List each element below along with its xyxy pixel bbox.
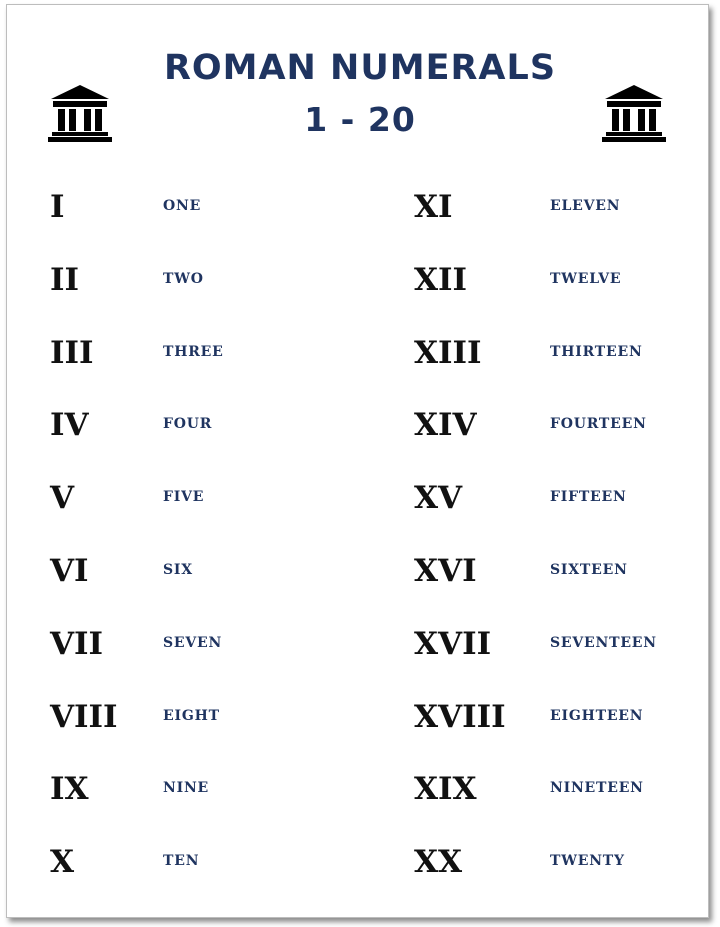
page-title: ROMAN NUMERALS: [163, 48, 557, 88]
number-word: THIRTEEN: [550, 343, 643, 360]
roman-numeral: XIV: [414, 407, 477, 444]
number-word: TEN: [163, 853, 200, 870]
number-word: SIXTEEN: [550, 562, 628, 578]
number-word: SIX: [163, 562, 193, 578]
number-word: FOURTEEN: [550, 416, 647, 433]
number-word: NINETEEN: [550, 780, 644, 797]
number-word: EIGHT: [163, 707, 220, 724]
number-word: THREE: [163, 343, 224, 360]
roman-numeral: XV: [414, 480, 463, 517]
temple-icon: [47, 84, 113, 142]
number-word: FOUR: [163, 416, 213, 433]
roman-numeral: XVI: [414, 553, 477, 589]
roman-numeral: I: [50, 189, 65, 225]
number-word: FIVE: [163, 489, 205, 506]
roman-numeral: V: [50, 480, 75, 517]
roman-numeral: VI: [50, 553, 89, 589]
roman-numeral: VII: [50, 625, 104, 662]
roman-numeral: XII: [414, 261, 468, 298]
roman-numeral: II: [50, 261, 80, 298]
temple-icon: [601, 84, 667, 142]
roman-numeral: IX: [50, 771, 89, 808]
roman-numeral: XX: [414, 844, 463, 881]
number-word: NINE: [163, 780, 210, 797]
roman-numeral: III: [50, 334, 94, 371]
roman-numeral: VIII: [50, 698, 118, 735]
number-word: EIGHTEEN: [550, 707, 644, 724]
number-word: TWENTY: [550, 853, 625, 870]
roman-numeral: XVIII: [414, 698, 506, 735]
roman-numeral: XIX: [414, 771, 477, 808]
page-subtitle-range: 1 - 20: [304, 100, 416, 139]
roman-numeral: XVII: [414, 625, 492, 662]
number-word: ONE: [163, 198, 202, 214]
number-word: TWELVE: [550, 270, 622, 287]
number-word: TWO: [163, 270, 204, 287]
roman-numeral: XIII: [414, 334, 482, 371]
number-word: SEVENTEEN: [550, 634, 657, 651]
roman-numeral: IV: [50, 407, 89, 444]
number-word: ELEVEN: [550, 198, 621, 214]
number-word: SEVEN: [163, 634, 223, 651]
roman-numeral: XI: [414, 189, 453, 225]
roman-numeral: X: [50, 844, 75, 881]
number-word: FIFTEEN: [550, 489, 627, 506]
